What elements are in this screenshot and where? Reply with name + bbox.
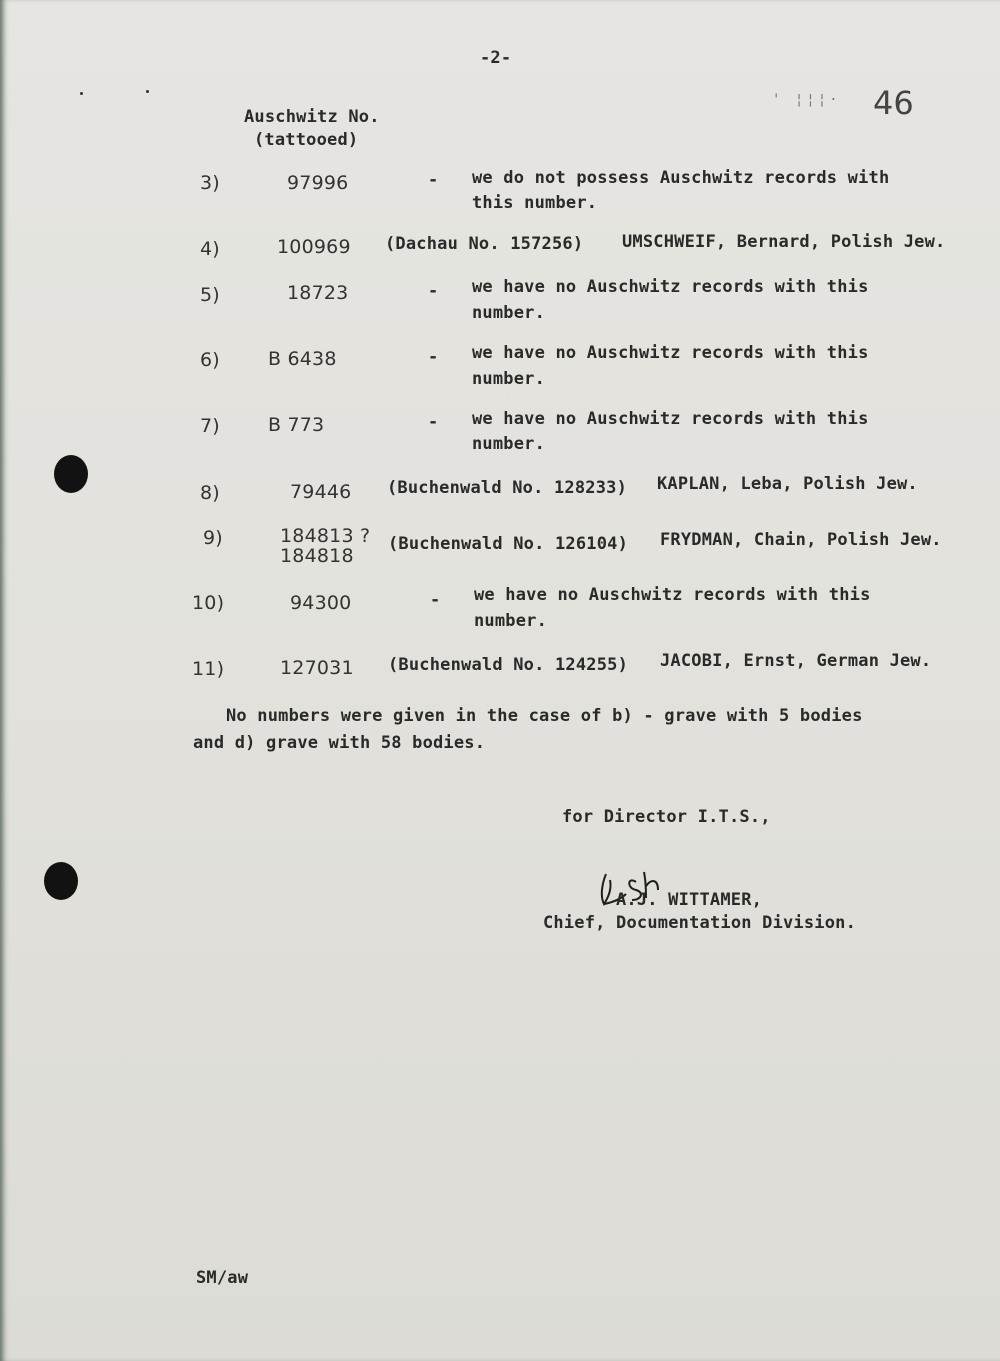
entry-index: 8) <box>200 482 220 504</box>
entry-dash: - <box>430 590 441 610</box>
note-line: and d) grave with 58 bodies. <box>193 733 486 753</box>
entry-text: we have no Auschwitz records with this <box>474 585 871 605</box>
entry-name: FRYDMAN, Chain, Polish Jew. <box>660 530 942 550</box>
entry-index: 4) <box>200 238 220 260</box>
entry-text: we do not possess Auschwitz records with <box>472 168 890 188</box>
entry-number: 79446 <box>290 481 352 503</box>
entry-dash: - <box>428 347 439 367</box>
entry-index: 10) <box>192 592 225 614</box>
entry-number: 18723 <box>287 282 349 304</box>
page-number: -2- <box>480 48 512 68</box>
entry-text: we have no Auschwitz records with this <box>472 409 869 429</box>
entry-dash: - <box>428 281 439 301</box>
entry-index: 5) <box>200 284 220 306</box>
entry-number: 184813 ? <box>280 525 371 547</box>
entry-dash: - <box>428 170 439 190</box>
entry-camp-number: (Buchenwald No. 124255) <box>388 655 629 675</box>
entry-text: this number. <box>472 193 598 213</box>
entry-index: 11) <box>192 658 225 680</box>
stamp-number: 46 <box>873 84 914 122</box>
entry-index: 3) <box>200 172 220 194</box>
speck <box>80 92 83 95</box>
entry-number: 100969 <box>277 236 351 258</box>
entry-number: B 773 <box>268 414 325 436</box>
entry-text: we have no Auschwitz records with this <box>472 343 869 363</box>
punch-hole-top <box>54 455 88 493</box>
entry-index: 6) <box>200 349 220 371</box>
entry-name: JACOBI, Ernst, German Jew. <box>660 651 932 671</box>
entry-index: 9) <box>203 527 223 549</box>
entry-number: 94300 <box>290 592 352 614</box>
entry-number: B 6438 <box>268 348 337 370</box>
entry-number: 127031 <box>280 657 354 679</box>
entry-text: number. <box>472 434 546 454</box>
entry-text: we have no Auschwitz records with this <box>472 277 869 297</box>
entry-text: number. <box>474 611 548 631</box>
signature-name: A.J. WITTAMER, <box>616 890 763 910</box>
entry-dash: - <box>428 412 439 432</box>
reference-initials: SM/aw <box>196 1268 249 1288</box>
entry-camp-number: (Buchenwald No. 128233) <box>387 478 628 498</box>
punch-hole-bottom <box>44 862 78 900</box>
entry-text: number. <box>472 303 546 323</box>
entry-index: 7) <box>200 415 220 437</box>
speck <box>146 90 149 93</box>
note-line: No numbers were given in the case of b) - grave with 5 bodies <box>226 706 863 726</box>
signature-for-line: for Director I.T.S., <box>562 807 771 827</box>
signature-title: Chief, Documentation Division. <box>543 913 857 933</box>
column-header: Auschwitz No. <box>244 107 380 127</box>
entry-camp-number: (Dachau No. 157256) <box>385 234 584 254</box>
entry-text: number. <box>472 369 546 389</box>
stamp-ticks: ' ¦¦¦· <box>772 92 841 108</box>
entry-number-alt: 184818 <box>280 545 354 567</box>
entry-name: UMSCHWEIF, Bernard, Polish Jew. <box>622 232 946 252</box>
entry-number: 97996 <box>287 172 349 194</box>
column-header-sub: (tattooed) <box>254 130 359 150</box>
entry-camp-number: (Buchenwald No. 126104) <box>388 534 629 554</box>
entry-name: KAPLAN, Leba, Polish Jew. <box>657 474 918 494</box>
